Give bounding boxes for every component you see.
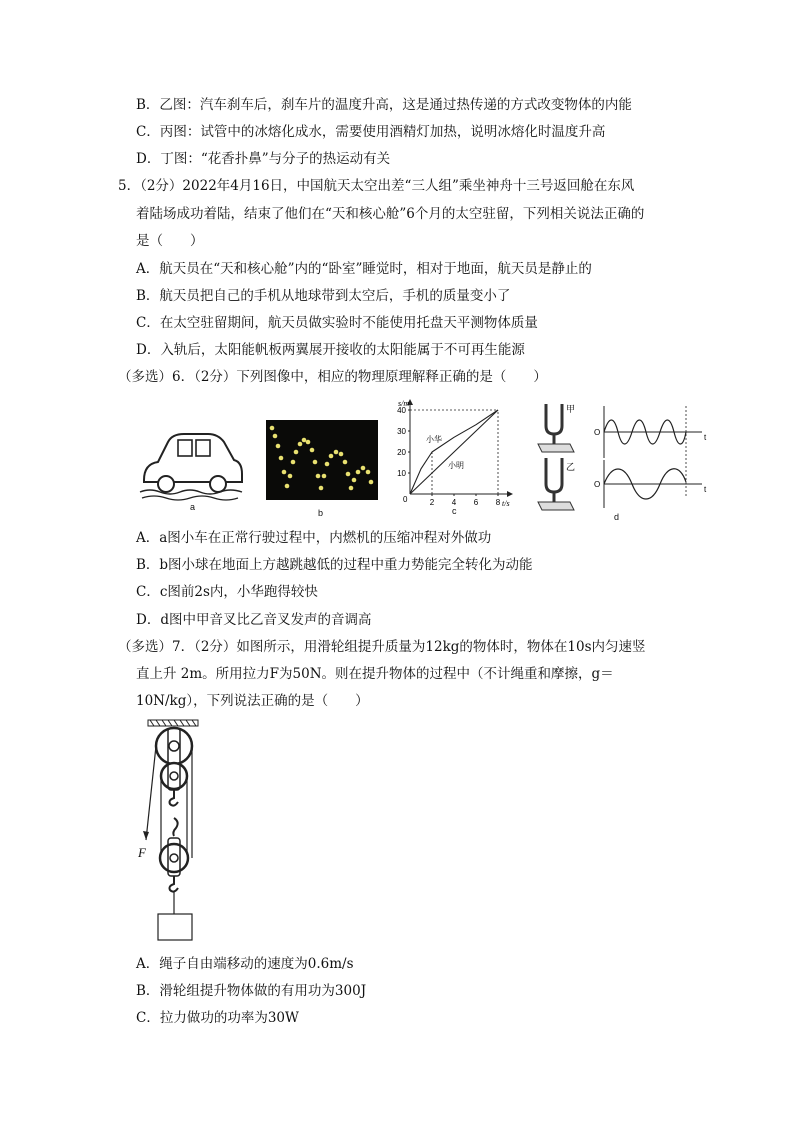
figure-c-label: c <box>452 506 457 516</box>
q5-stem-line2: 着陆场成功着陆，结束了他们在“天和核心舱”6个月的太空驻留，下列相关说法正确的 <box>136 206 645 222</box>
series-line-2 <box>410 410 498 494</box>
x-tick-label-6: 6 <box>473 498 479 507</box>
q5-stem-line3: 是（ ） <box>136 233 204 249</box>
wave-yi-origin: O <box>594 480 601 489</box>
fork-yi-label: 乙 <box>566 463 576 473</box>
series-label-xiaoming: 小明 <box>448 461 464 470</box>
q6-option-c: C．c图前2s内，小华跑得较快 <box>136 584 318 600</box>
car-icon <box>138 412 248 512</box>
q7-stem-line3: 10N/kg），下列说法正确的是（ ） <box>136 693 369 709</box>
q7-option-a: A．绳子自由端移动的速度为0.6m/s <box>136 956 354 972</box>
q5-option-a: A．航天员在“天和核心舱”内的“卧室”睡觉时，相对于地面，航天员是静止的 <box>136 261 592 277</box>
figure-b-label: b <box>318 508 324 518</box>
figure-a-car <box>138 412 248 512</box>
q5-option-d: D．入轨后，太阳能帆板两翼展开接收的太阳能属于不可再生能源 <box>136 342 525 358</box>
pulley-system-icon <box>134 718 214 946</box>
y-tick-label-10: 10 <box>397 469 406 478</box>
wave-yi-t-label: t <box>704 485 707 494</box>
y-axis-label: s/m <box>398 399 410 408</box>
q6-option-d: D．d图中甲音叉比乙音叉发声的音调高 <box>136 612 372 628</box>
figure-b-bouncing-ball <box>266 420 378 520</box>
waveform-jia <box>604 406 702 496</box>
y-tick-label-20: 20 <box>397 448 406 457</box>
q5-stem-line1: 5．（2分）2022年4月16日，中国航天太空出差“三人组”乘坐神舟十三号返回舱在东风 <box>118 178 635 194</box>
q6-option-b: B．b图小球在地面上方越跳越低的过程中重力势能完全转化为动能 <box>136 557 533 573</box>
figure-pulley-system <box>134 718 214 946</box>
wave-jia-origin: O <box>594 428 601 437</box>
series-label-xiaohua: 小华 <box>426 435 442 444</box>
y-tick-label-40: 40 <box>397 406 406 415</box>
q4-option-c: C．丙图：试管中的冰熔化成水，需要使用酒精灯加热，说明冰熔化时温度升高 <box>136 124 606 140</box>
q7-stem-line2: 直上升 2m。所用拉力F为50N。则在提升物体的过程中（不计绳重和摩擦，g＝ <box>136 666 614 682</box>
x-axis-label: t/s <box>502 499 510 508</box>
q4-option-b: B．乙图：汽车刹车后，刹车片的温度升高，这是通过热传递的方式改变物体的内能 <box>136 97 632 113</box>
q4-option-d: D．丁图：“花香扑鼻”与分子的热运动有关 <box>136 151 391 167</box>
q7-option-c: C．拉力做功的功率为30W <box>136 1010 299 1026</box>
st-graph-chart <box>392 396 522 520</box>
x-tick-label-2: 2 <box>429 498 435 507</box>
x-tick-label-8: 8 <box>495 498 501 507</box>
q5-option-b: B．航天员把自己的手机从地球带到太空后，手机的质量变小了 <box>136 288 511 304</box>
figure-d-tuning-forks <box>534 396 714 526</box>
bouncing-ball-photo <box>266 420 378 500</box>
waveform-yi <box>604 460 702 508</box>
figure-d-label: d <box>614 512 620 522</box>
wave-jia-t-label: t <box>704 433 707 442</box>
q7-option-b: B．滑轮组提升物体做的有用功为300J <box>136 983 367 999</box>
origin-tick-label: 0 <box>403 495 408 504</box>
y-tick-label-30: 30 <box>397 427 406 436</box>
figure-c-st-graph <box>392 396 522 520</box>
q5-option-c: C．在太空驻留期间，航天员做实验时不能使用托盘天平测物体质量 <box>136 315 538 331</box>
ball-trajectory-icon <box>266 420 378 500</box>
force-f-label: F <box>138 845 146 860</box>
figure-a-label: a <box>190 502 196 512</box>
q7-stem-line1: （多选）7．（2分）如图所示，用滑轮组提升质量为12kg的物体时，物体在10s内匀速竖 <box>118 639 646 655</box>
q6-option-a: A．a图小车在正常行驶过程中，内燃机的压缩冲程对外做功 <box>136 530 492 546</box>
fork-jia-label: 甲 <box>566 405 576 415</box>
x-tick-label-4: 4 <box>451 498 457 507</box>
q6-stem: （多选）6．（2分）下列图像中，相应的物理原理解释正确的是（ ） <box>118 369 547 385</box>
